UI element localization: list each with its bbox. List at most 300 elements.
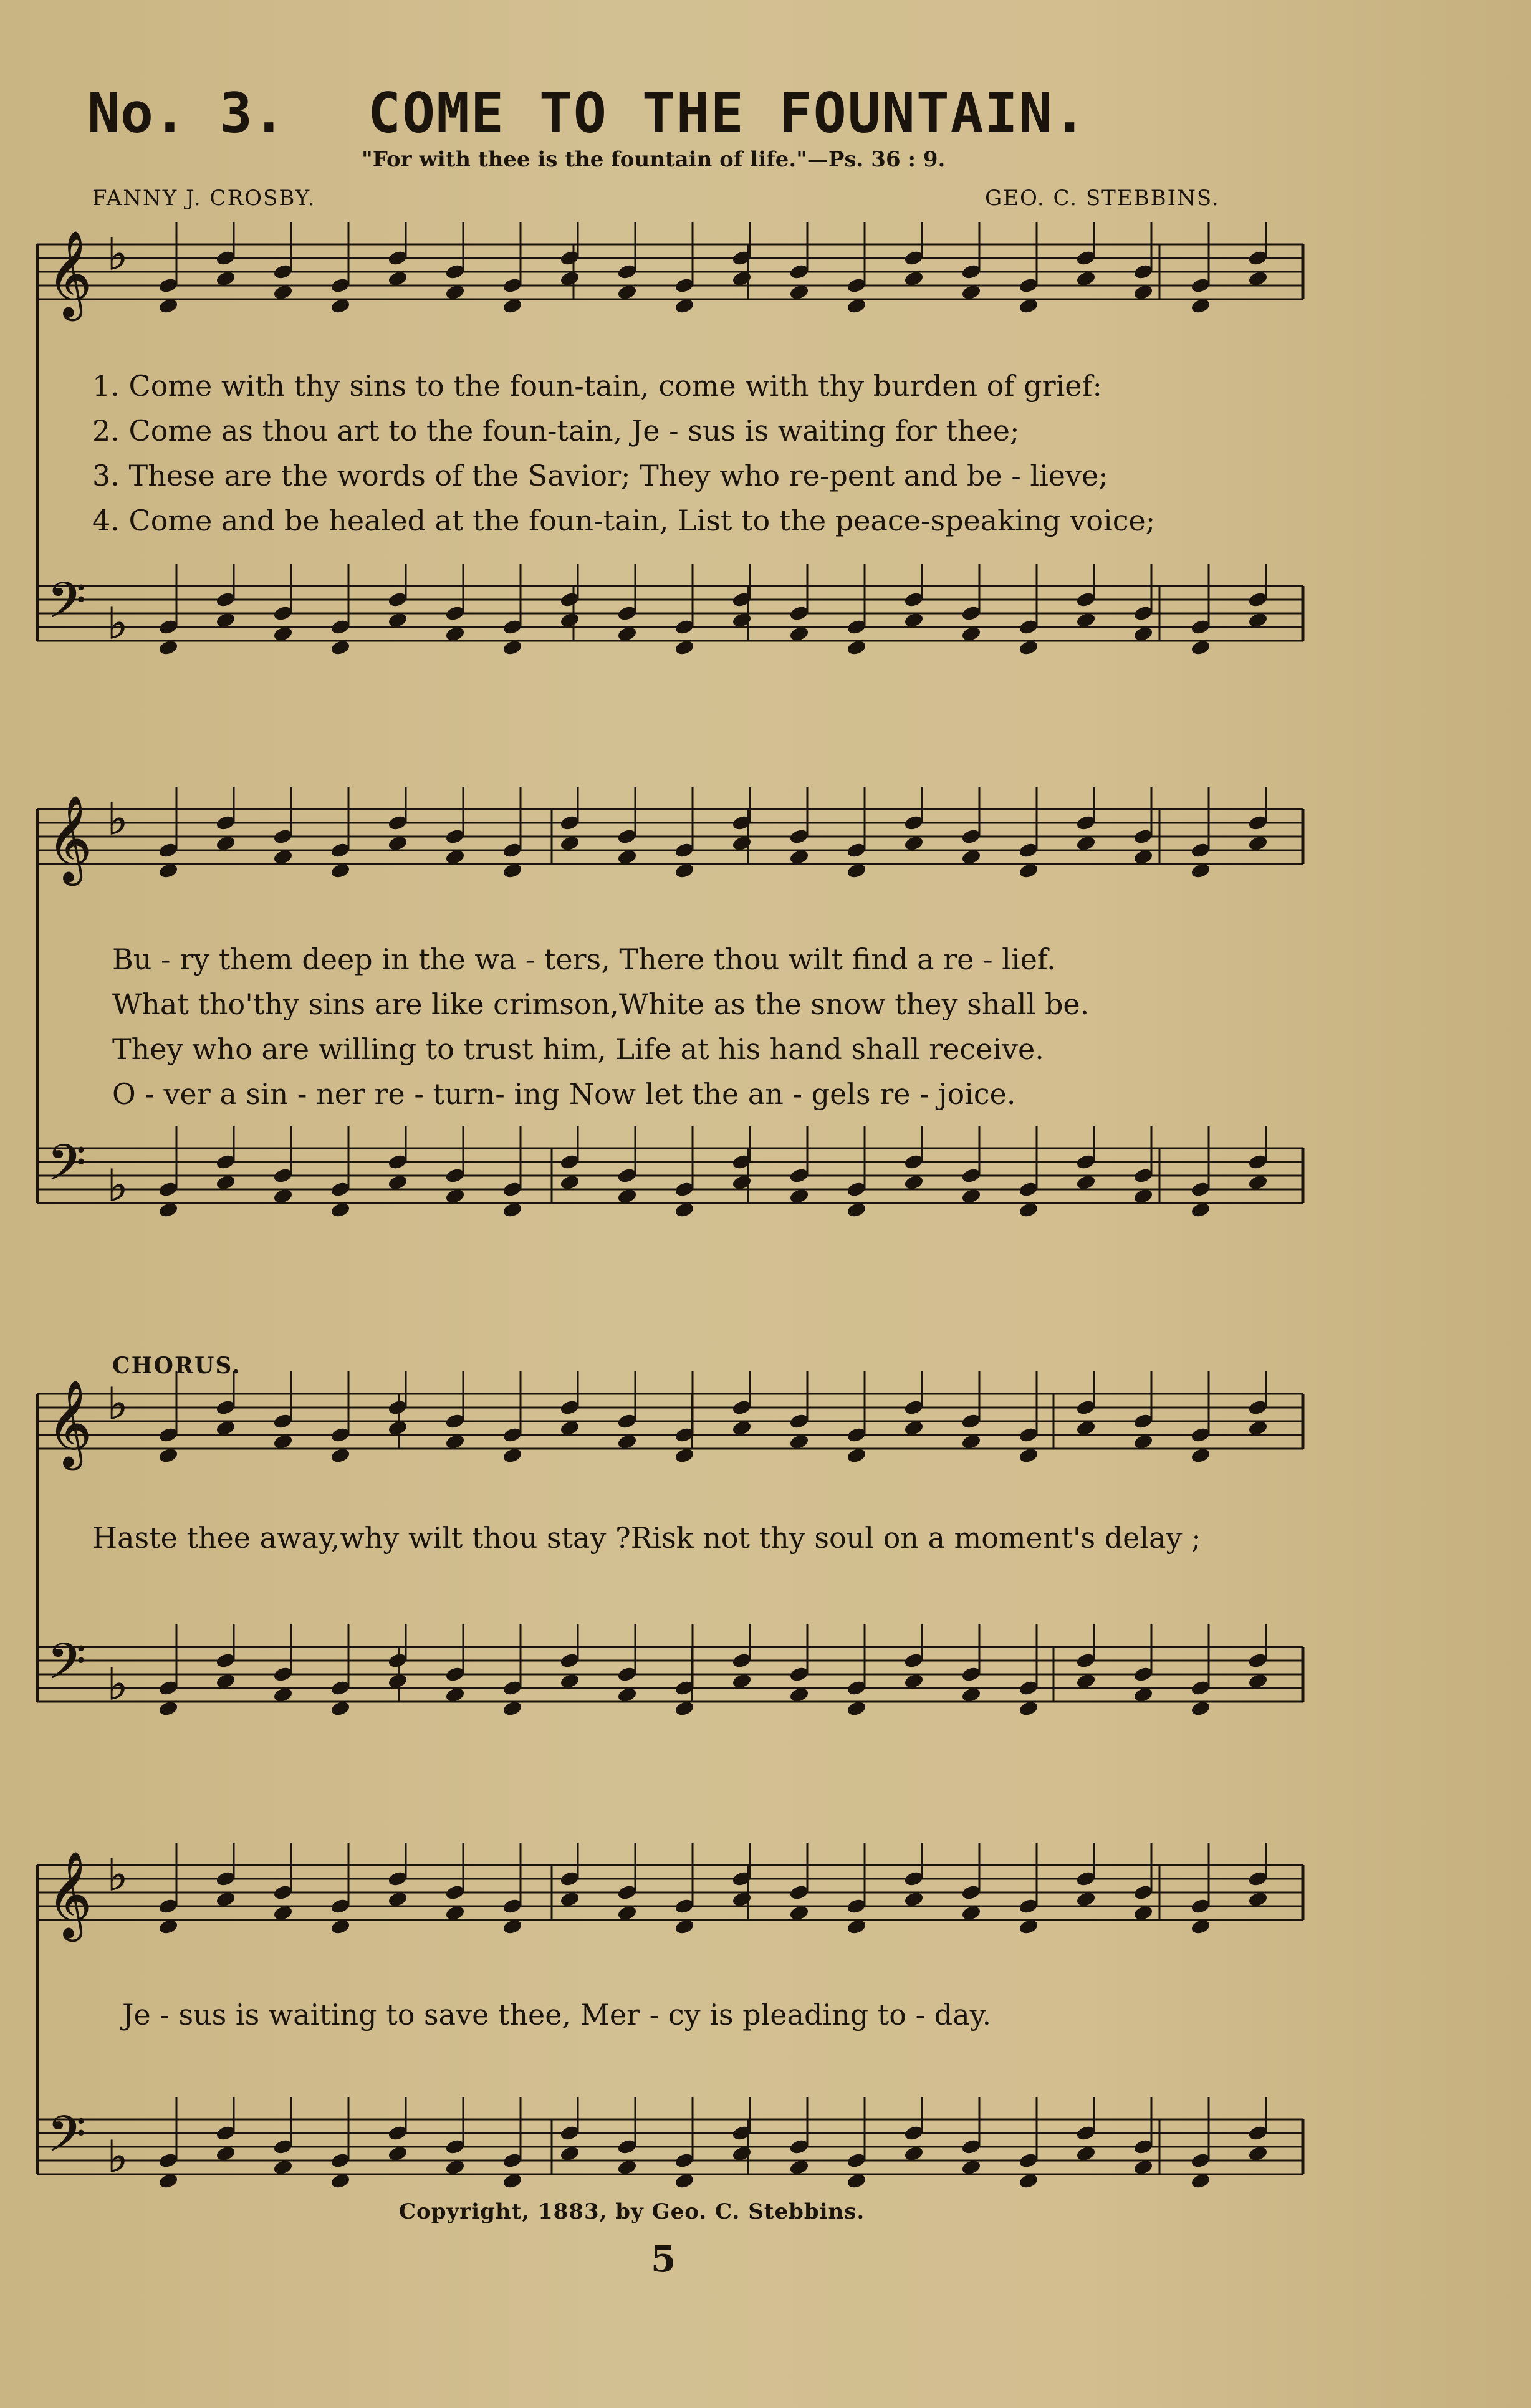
note-head xyxy=(1019,1700,1039,1717)
note-head xyxy=(904,1420,924,1436)
note-head xyxy=(388,835,408,851)
flat-sign-icon: ♭ xyxy=(107,1378,128,1429)
note-head xyxy=(273,626,293,642)
note-head xyxy=(216,1420,236,1436)
note-head xyxy=(847,2152,866,2169)
note-head xyxy=(1191,2173,1211,2189)
note-head xyxy=(904,2125,924,2141)
note-head xyxy=(1076,2125,1096,2141)
note-head xyxy=(1076,1653,1096,1669)
note-head xyxy=(904,1891,924,1907)
treble-clef-icon: 𝄞 xyxy=(47,1851,92,1938)
note-head xyxy=(847,277,866,294)
note-head xyxy=(445,626,465,642)
note-head xyxy=(847,1427,866,1443)
note-head xyxy=(961,2139,981,2155)
note-head xyxy=(961,1687,981,1703)
note-head xyxy=(158,842,178,858)
note-head xyxy=(1019,1181,1039,1197)
note-head xyxy=(1019,640,1039,656)
note-head xyxy=(1133,1666,1153,1682)
note-head xyxy=(273,849,293,865)
note-head xyxy=(330,2152,350,2169)
note-head xyxy=(273,1687,293,1703)
verse-cont-line-2: What tho'thy sins are like crimson,White as the snow they shall be. xyxy=(112,987,1090,1021)
note-head xyxy=(1076,1891,1096,1907)
note-head xyxy=(445,1884,465,1901)
note-head xyxy=(273,1188,293,1204)
composer-credit: GEO. C. STEBBINS. xyxy=(985,186,1220,211)
note-head xyxy=(1191,1919,1211,1935)
note-head xyxy=(617,1413,637,1429)
note-head xyxy=(158,1680,178,1696)
verse-cont-line-3: They who are willing to trust him, Life at his hand shall receive. xyxy=(112,1032,1044,1066)
treble-clef-icon: 𝄞 xyxy=(47,231,92,317)
note-head xyxy=(1076,1174,1096,1191)
note-head xyxy=(1076,1673,1096,1689)
note-head xyxy=(502,1680,522,1696)
note-head xyxy=(789,605,809,621)
note-head xyxy=(560,1871,580,1887)
note-head xyxy=(789,849,809,865)
note-head xyxy=(961,1905,981,1921)
note-head xyxy=(674,1898,694,1914)
note-head xyxy=(961,2159,981,2175)
note-head xyxy=(847,640,866,656)
note-head xyxy=(1019,1202,1039,1218)
note-head xyxy=(330,842,350,858)
note-head xyxy=(1248,250,1268,266)
note-head xyxy=(732,1420,752,1436)
bass-clef-icon: 𝄢 xyxy=(47,1134,86,1204)
bass-clef-icon: 𝄢 xyxy=(47,572,86,641)
note-head xyxy=(330,1919,350,1935)
note-head xyxy=(158,1700,178,1717)
copyright-notice: Copyright, 1883, by Geo. C. Stebbins. xyxy=(399,2199,865,2224)
note-head xyxy=(388,250,408,266)
note-head xyxy=(1076,2146,1096,2162)
note-head xyxy=(216,2146,236,2162)
note-head xyxy=(560,250,580,266)
note-head xyxy=(560,271,580,287)
note-head xyxy=(789,1434,809,1450)
note-head xyxy=(502,1427,522,1443)
note-head xyxy=(674,1700,694,1717)
note-head xyxy=(1133,264,1153,280)
note-head xyxy=(1133,1434,1153,1450)
note-head xyxy=(330,1700,350,1717)
note-head xyxy=(1019,2152,1039,2169)
note-head xyxy=(1191,277,1211,294)
note-head xyxy=(1133,1168,1153,1184)
note-head xyxy=(330,1447,350,1464)
note-head xyxy=(1076,250,1096,266)
note-head xyxy=(158,1427,178,1443)
note-head xyxy=(560,2125,580,2141)
flat-sign-icon: ♭ xyxy=(107,2131,128,2182)
note-head xyxy=(330,1680,350,1696)
note-head xyxy=(961,605,981,621)
note-head xyxy=(1076,1420,1096,1436)
flat-sign-icon: ♭ xyxy=(107,229,128,280)
note-head xyxy=(617,2159,637,2175)
note-head xyxy=(1191,640,1211,656)
note-head xyxy=(789,1884,809,1901)
note-head xyxy=(1076,835,1096,851)
note-head xyxy=(1019,842,1039,858)
note-head xyxy=(961,1168,981,1184)
note-head xyxy=(560,1891,580,1907)
note-head xyxy=(158,1898,178,1914)
bass-clef-icon: 𝄢 xyxy=(47,1633,86,1702)
note-head xyxy=(560,1399,580,1416)
note-head xyxy=(445,1666,465,1682)
note-head xyxy=(617,1168,637,1184)
note-head xyxy=(502,1919,522,1935)
note-head xyxy=(1248,2146,1268,2162)
note-head xyxy=(1191,842,1211,858)
note-head xyxy=(789,1905,809,1921)
note-head xyxy=(330,619,350,635)
note-head xyxy=(617,626,637,642)
note-head xyxy=(617,2139,637,2155)
note-head xyxy=(1191,298,1211,314)
note-head xyxy=(158,1919,178,1935)
note-head xyxy=(789,284,809,300)
note-head xyxy=(1191,2152,1211,2169)
note-head xyxy=(1248,612,1268,628)
note-head xyxy=(445,2139,465,2155)
hymn-title: COME TO THE FOUNTAIN. xyxy=(368,81,1088,145)
note-head xyxy=(273,1413,293,1429)
note-head xyxy=(789,2159,809,2175)
note-head xyxy=(388,1154,408,1170)
note-head xyxy=(388,1420,408,1436)
note-head xyxy=(789,264,809,280)
note-head xyxy=(388,1174,408,1191)
note-head xyxy=(560,1420,580,1436)
note-head xyxy=(502,2173,522,2189)
note-head xyxy=(216,271,236,287)
note-head xyxy=(961,264,981,280)
note-head xyxy=(1191,1700,1211,1717)
note-head xyxy=(904,1653,924,1669)
note-head xyxy=(1076,1154,1096,1170)
note-head xyxy=(216,815,236,831)
note-head xyxy=(502,1898,522,1914)
note-head xyxy=(961,284,981,300)
note-head xyxy=(789,1687,809,1703)
verse-line-2: 2. Come as thou art to the foun-tain, Je - sus is waiting for thee; xyxy=(92,414,1020,448)
note-head xyxy=(216,1673,236,1689)
note-head xyxy=(388,1891,408,1907)
note-head xyxy=(1248,835,1268,851)
note-head xyxy=(388,2146,408,2162)
note-head xyxy=(961,1666,981,1682)
note-head xyxy=(847,1447,866,1464)
note-head xyxy=(1248,815,1268,831)
note-head xyxy=(388,271,408,287)
note-head xyxy=(502,1202,522,1218)
note-head xyxy=(388,1653,408,1669)
note-head xyxy=(445,1188,465,1204)
note-head xyxy=(445,849,465,865)
verse-cont-line-4: O - ver a sin - ner re - turn- ing Now let the an - gels re - joice. xyxy=(112,1077,1016,1111)
note-head xyxy=(1133,1413,1153,1429)
note-head xyxy=(674,1919,694,1935)
note-head xyxy=(1133,626,1153,642)
note-head xyxy=(560,1653,580,1669)
note-head xyxy=(158,619,178,635)
note-head xyxy=(617,264,637,280)
note-head xyxy=(273,284,293,300)
note-head xyxy=(617,1687,637,1703)
note-head xyxy=(961,849,981,865)
note-head xyxy=(1076,612,1096,628)
note-head xyxy=(273,2139,293,2155)
note-head xyxy=(1191,1181,1211,1197)
note-head xyxy=(904,2146,924,2162)
note-head xyxy=(847,1898,866,1914)
flat-sign-icon: ♭ xyxy=(107,794,128,845)
note-head xyxy=(847,863,866,879)
note-head xyxy=(674,619,694,635)
note-head xyxy=(617,1434,637,1450)
flat-sign-icon: ♭ xyxy=(107,1160,128,1211)
note-head xyxy=(674,2152,694,2169)
note-head xyxy=(273,1168,293,1184)
note-head xyxy=(388,612,408,628)
note-head xyxy=(847,1919,866,1935)
note-head xyxy=(904,592,924,608)
note-head xyxy=(158,2152,178,2169)
note-head xyxy=(1248,1673,1268,1689)
note-head xyxy=(961,1413,981,1429)
note-head xyxy=(388,2125,408,2141)
note-head xyxy=(273,1905,293,1921)
note-head xyxy=(1019,1898,1039,1914)
note-head xyxy=(1191,1680,1211,1696)
note-head xyxy=(847,1680,866,1696)
chorus-line-2: Je - sus is waiting to save thee, Mer - cy is pleading to - day. xyxy=(122,1998,992,2031)
note-head xyxy=(961,828,981,845)
note-head xyxy=(1191,619,1211,635)
note-head xyxy=(158,1447,178,1464)
note-head xyxy=(1133,1188,1153,1204)
note-head xyxy=(1191,1202,1211,1218)
epigraph: "For with thee is the fountain of life."—Ps. 36 : 9. xyxy=(362,147,946,172)
note-head xyxy=(445,284,465,300)
note-head xyxy=(674,277,694,294)
note-head xyxy=(330,298,350,314)
note-head xyxy=(560,1673,580,1689)
note-head xyxy=(1133,284,1153,300)
note-head xyxy=(1248,1174,1268,1191)
note-head xyxy=(904,612,924,628)
note-head xyxy=(388,592,408,608)
note-head xyxy=(1133,2159,1153,2175)
note-head xyxy=(1019,619,1039,635)
note-head xyxy=(904,1399,924,1416)
note-head xyxy=(216,1399,236,1416)
note-head xyxy=(674,298,694,314)
note-head xyxy=(216,835,236,851)
note-head xyxy=(216,250,236,266)
note-head xyxy=(502,1447,522,1464)
note-head xyxy=(560,815,580,831)
note-head xyxy=(445,1434,465,1450)
note-head xyxy=(1019,1680,1039,1696)
note-head xyxy=(388,815,408,831)
chorus-line-1: Haste thee away,why wilt thou stay ?Risk not thy soul on a moment's delay ; xyxy=(92,1521,1201,1555)
note-head xyxy=(732,1653,752,1669)
note-head xyxy=(1019,298,1039,314)
note-head xyxy=(1248,2125,1268,2141)
note-head xyxy=(1248,271,1268,287)
note-head xyxy=(1133,849,1153,865)
note-head xyxy=(847,298,866,314)
page-number: 5 xyxy=(651,2238,676,2280)
flat-sign-icon: ♭ xyxy=(107,598,128,649)
note-head xyxy=(216,1154,236,1170)
note-head xyxy=(158,640,178,656)
note-head xyxy=(158,863,178,879)
note-head xyxy=(216,1174,236,1191)
note-head xyxy=(1076,592,1096,608)
note-head xyxy=(674,2173,694,2189)
note-head xyxy=(674,1202,694,1218)
note-head xyxy=(1248,1420,1268,1436)
note-head xyxy=(388,1673,408,1689)
note-head xyxy=(1248,592,1268,608)
note-head xyxy=(617,828,637,845)
note-head xyxy=(330,277,350,294)
note-head xyxy=(847,1700,866,1717)
note-head xyxy=(216,1891,236,1907)
note-head xyxy=(847,619,866,635)
note-head xyxy=(1133,828,1153,845)
verse-line-1: 1. Come with thy sins to the foun-tain, come with thy burden of grief: xyxy=(92,369,1103,403)
note-head xyxy=(1019,2173,1039,2189)
note-head xyxy=(789,626,809,642)
note-head xyxy=(1019,1427,1039,1443)
note-head xyxy=(904,271,924,287)
note-head xyxy=(961,1884,981,1901)
note-head xyxy=(273,1434,293,1450)
note-head xyxy=(961,626,981,642)
note-head xyxy=(904,1174,924,1191)
note-head xyxy=(445,828,465,845)
note-head xyxy=(1133,1905,1153,1921)
note-head xyxy=(617,1666,637,1682)
note-head xyxy=(961,1188,981,1204)
note-head xyxy=(330,1181,350,1197)
note-head xyxy=(847,2173,866,2189)
treble-clef-icon: 𝄞 xyxy=(47,1380,92,1467)
note-head xyxy=(273,2159,293,2175)
note-head xyxy=(1248,1154,1268,1170)
note-head xyxy=(273,828,293,845)
flat-sign-icon: ♭ xyxy=(107,1849,128,1901)
note-head xyxy=(617,605,637,621)
note-head xyxy=(1076,1871,1096,1887)
note-head xyxy=(445,1413,465,1429)
note-head xyxy=(273,1666,293,1682)
note-head xyxy=(216,1871,236,1887)
note-head xyxy=(560,1154,580,1170)
note-head xyxy=(388,1399,408,1416)
note-head xyxy=(847,1181,866,1197)
note-head xyxy=(445,605,465,621)
note-head xyxy=(330,863,350,879)
note-head xyxy=(158,2173,178,2189)
note-head xyxy=(158,298,178,314)
note-head xyxy=(216,592,236,608)
note-head xyxy=(904,1673,924,1689)
note-head xyxy=(732,1673,752,1689)
note-head xyxy=(617,284,637,300)
note-head xyxy=(330,2173,350,2189)
verse-line-3: 3. These are the words of the Savior; They who re-pent and be - lieve; xyxy=(92,459,1108,492)
note-head xyxy=(1019,1447,1039,1464)
note-head xyxy=(560,1174,580,1191)
note-head xyxy=(617,1884,637,1901)
note-head xyxy=(1076,271,1096,287)
treble-clef-icon: 𝄞 xyxy=(47,795,92,882)
note-head xyxy=(216,612,236,628)
note-head xyxy=(789,1413,809,1429)
note-head xyxy=(789,1168,809,1184)
note-head xyxy=(961,1434,981,1450)
verse-line-4: 4. Come and be healed at the foun-tain, List to the peace-speaking voice; xyxy=(92,504,1156,537)
note-head xyxy=(674,1181,694,1197)
note-head xyxy=(502,1700,522,1717)
hymn-number: No. 3. xyxy=(87,81,286,145)
note-head xyxy=(445,264,465,280)
note-head xyxy=(216,1653,236,1669)
note-head xyxy=(789,2139,809,2155)
note-head xyxy=(388,1871,408,1887)
note-head xyxy=(502,640,522,656)
bass-clef-icon: 𝄢 xyxy=(47,2105,86,2175)
note-head xyxy=(674,863,694,879)
note-head xyxy=(445,1687,465,1703)
note-head xyxy=(1133,605,1153,621)
note-head xyxy=(330,1202,350,1218)
note-head xyxy=(158,1181,178,1197)
note-head xyxy=(1248,1891,1268,1907)
note-head xyxy=(1019,863,1039,879)
note-head xyxy=(560,612,580,628)
note-head xyxy=(1019,1919,1039,1935)
note-head xyxy=(330,640,350,656)
note-head xyxy=(560,592,580,608)
note-head xyxy=(904,1154,924,1170)
note-head xyxy=(273,605,293,621)
note-head xyxy=(1076,1399,1096,1416)
note-head xyxy=(1191,863,1211,879)
note-head xyxy=(560,2146,580,2162)
note-head xyxy=(674,842,694,858)
note-head xyxy=(502,298,522,314)
note-head xyxy=(1248,1653,1268,1669)
note-head xyxy=(445,2159,465,2175)
note-head xyxy=(904,1871,924,1887)
note-head xyxy=(674,640,694,656)
note-head xyxy=(1191,1898,1211,1914)
note-head xyxy=(273,264,293,280)
note-head xyxy=(1019,277,1039,294)
